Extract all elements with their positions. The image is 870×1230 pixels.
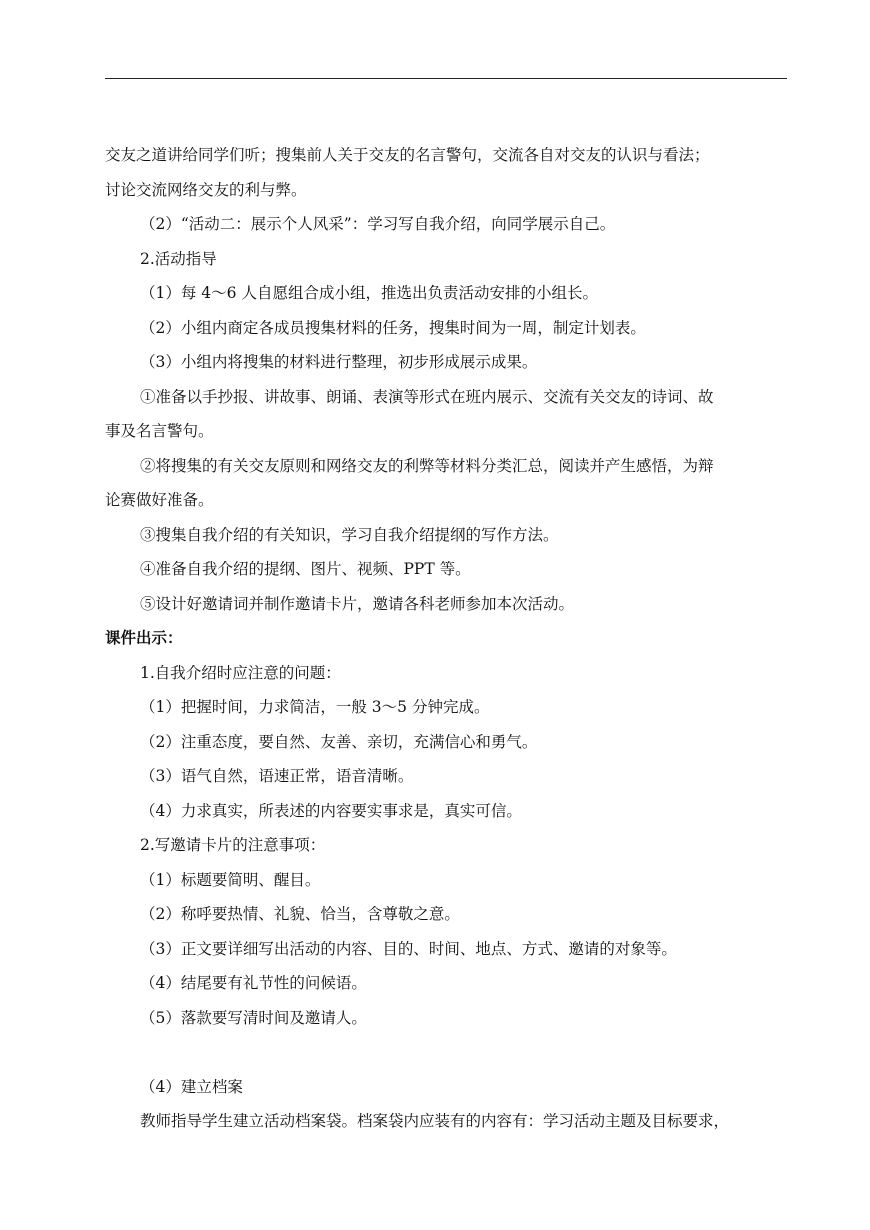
archive-text: 教师指导学生建立活动档案袋。档案袋内应装有的内容有：学习活动主题及目标要求， — [140, 1112, 730, 1130]
intro-item-2: （2）注重态度，要自然、友善、亲切，充满信心和勇气。 — [140, 732, 538, 751]
card-title: 2.写邀请卡片的注意事项： — [140, 836, 326, 854]
intro-item-3: （3）语气自然，语速正常，语音清晰。 — [140, 767, 414, 785]
card-item-4: （4）结尾要有礼节性的问候语。 — [140, 974, 367, 992]
intro-title: 1.自我介绍时应注意的问题： — [140, 663, 341, 682]
circle-item-5: ⑤设计好邀请词并制作邀请卡片，邀请各科老师参加本次活动。 — [140, 594, 575, 613]
circle-item-1-line2: 事及名言警句。 — [105, 422, 214, 440]
document-body — [105, 138, 789, 1139]
circle-item-2-line2: 论赛做好准备。 — [105, 491, 214, 509]
card-item-5: （5）落款要写清时间及邀请人。 — [140, 1008, 367, 1027]
circle-item-2-line1: ②将搜集的有关交友原则和网络交友的利弊等材料分类汇总，阅读并产生感悟，为辩 — [140, 456, 714, 475]
guide-item-1: （1）每 4～6 人自愿组合成小组，推选出负责活动安排的小组长。 — [140, 284, 598, 302]
activity-two: （2）“活动二：展示个人风采”：学习写自我介绍，向同学展示自己。 — [140, 215, 616, 233]
card-item-1: （1）标题要简明、醒目。 — [140, 870, 321, 889]
circle-item-4: ④准备自我介绍的提纲、图片、视频、PPT 等。 — [140, 560, 471, 578]
archive-title: （4）建立档案 — [140, 1077, 243, 1096]
blank-line — [105, 1035, 789, 1070]
paragraph-line: 讨论交流网络交友的利与弊。 — [105, 180, 307, 199]
header-rule — [105, 78, 787, 79]
card-item-3: （3）正文要详细写出活动的内容、目的、时间、地点、方式、邀请的对象等。 — [140, 939, 677, 958]
section-title-activity-guide: 2.活动指导 — [140, 249, 217, 268]
circle-item-3: ③搜集自我介绍的有关知识，学习自我介绍提纲的写作方法。 — [140, 525, 559, 544]
courseware-heading: 课件出示： — [105, 628, 183, 647]
guide-item-3: （3）小组内将搜集的材料进行整理，初步形成展示成果。 — [140, 353, 538, 371]
intro-item-4: （4）力求真实，所表述的内容要实事求是，真实可信。 — [140, 801, 522, 820]
circle-item-1-line1: ①准备以手抄报、讲故事、朗诵、表演等形式在班内展示、交流有关交友的诗词、故 — [140, 387, 714, 406]
guide-item-2: （2）小组内商定各成员搜集材料的任务，搜集时间为一周，制定计划表。 — [140, 318, 646, 337]
intro-item-1: （1）把握时间，力求简洁，一般 3～5 分钟完成。 — [140, 698, 490, 716]
card-item-2: （2）称呼要热情、礼貌、恰当，含尊敬之意。 — [140, 905, 460, 923]
paragraph-line: 交友之道讲给同学们听；搜集前人关于交友的名言警句，交流各自对交友的认识与看法； — [105, 146, 710, 164]
